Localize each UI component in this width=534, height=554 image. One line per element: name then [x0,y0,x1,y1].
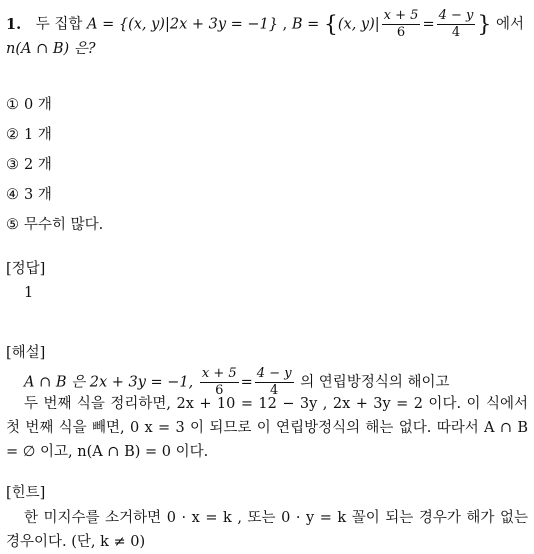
set-b-inner: (x, y)| [337,16,380,33]
problem-tail: 에서 [495,16,524,33]
choice-label: 0 개 [24,97,52,113]
set-a-definition: A = {(x, y)|2x + 3y = −1} [87,16,279,33]
fraction-4-minus-y [437,8,476,41]
choice-5[interactable] [6,216,103,234]
choice-marker: ① [6,97,19,113]
fraction-denominator: 6 [215,383,224,398]
fraction-denominator: 4 [270,383,279,398]
answer-value: 1 [24,285,34,301]
answer-heading: [정답] [6,261,46,277]
choice-4[interactable] [6,186,52,204]
fraction-numerator: x + 5 [383,8,419,23]
set-b-label: B = [291,16,320,33]
equals-sign: = [240,374,253,391]
choice-marker: ③ [6,157,19,173]
fraction-numerator: 4 − y [256,366,292,381]
choice-marker: ④ [6,187,19,203]
choice-1[interactable] [6,96,52,114]
fraction-denominator: 6 [396,25,406,40]
problem-number: 1. [6,15,22,33]
explanation-text: 의 연립방정식의 해이고 [300,374,450,391]
hint-heading: [힌트] [6,485,46,501]
choice-label: 3 개 [24,187,52,203]
problem-text: 두 집합 [35,16,83,33]
explanation-paragraph: 두 번째 식을 정리하면, 2x + 10 = 12 − 3y , 2x + 3y = 2 이다. 이 식에서 첫 번째 식을 빼면, 0 x = 3 이 되므로 이 연립방정식의 해는 없다. 따라서 A ∩ B = ∅ 이고, n(A ∩ B) = 0 이다. [6,396,528,460]
choice-3[interactable] [6,156,52,174]
explanation-heading: [해설] [6,345,46,361]
equals-sign: = [422,16,435,33]
brace-close: } [477,12,492,38]
fraction-numerator: x + 5 [201,366,237,381]
choice-marker: ⑤ [6,217,19,233]
comma: , [282,16,288,33]
fraction-denominator: 4 [451,25,461,40]
hint-paragraph: 한 미지수를 소거하면 0 · x = k , 또는 0 · y = k 꼴이 되는 경우가 해가 없는 경우이다. (단, k ≠ 0) [6,510,528,550]
problem-line-1 [6,8,524,41]
problem-question: n(A ∩ B) 은? [6,41,96,57]
choice-label: 1 개 [24,127,52,143]
fraction-x-plus-5 [382,8,421,41]
choice-marker: ② [6,127,19,143]
choice-label: 무수히 많다. [24,217,104,233]
fraction-numerator: 4 − y [438,8,474,23]
choice-label: 2 개 [24,157,52,173]
brace-open: { [323,12,338,38]
explanation-equation: A ∩ B 은 2x + 3y = −1, [24,374,194,391]
choice-2[interactable] [6,126,52,144]
